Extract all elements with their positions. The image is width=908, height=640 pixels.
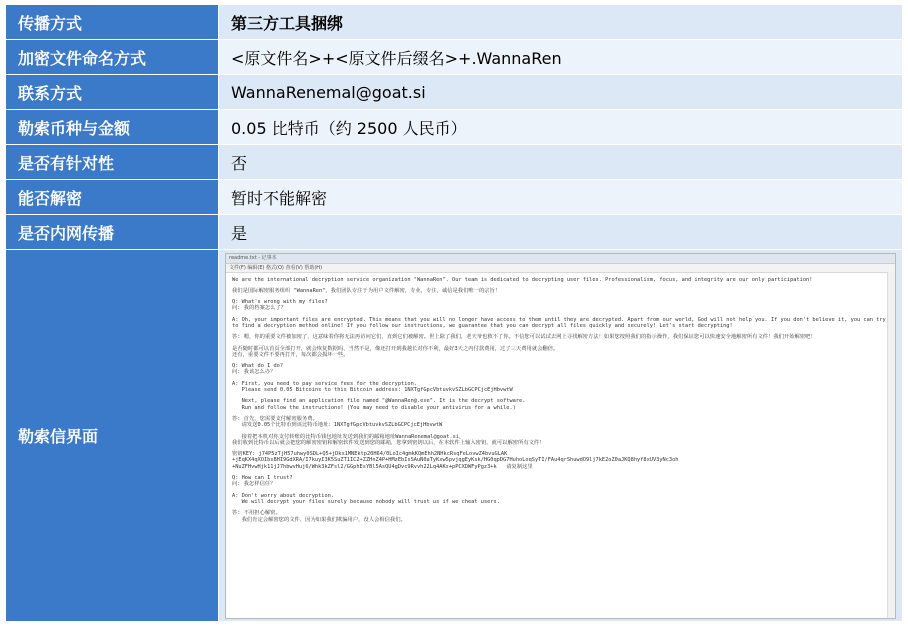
ransom-note-paragraph: 密钥KEY: j74P5zTjH57uhwy0SDL+Q5+jDkx1MNEktp20H64/0LoIc4gmkKQmEhh2NHkcRsqFeLovwZ4bvuGLAK +jEqKX4qXOIbsBHI9GdXRA/I7kuyI3K5SuZT1IC2+ZZHnZ4P+HMzEbIsSAuN0aTyKxw5pvjqgEyKsk/HG0qpDG7HuhoLoqSyTI/FAu4qrShuwdO9lj7kE2oZ0aJKQ8hyf8xUV3yNc3oh +NuZFHvwHjk11jJ7hbwvHuj6/Whk3kZFsl2/GGphEsYBl5AsQU4gDvc9Rvvh22Lq4AKs+pPCXDWFyPgz3+k 请复制这里	[232, 451, 679, 470]
value-propagation: 第三方工具捆绑	[219, 5, 903, 40]
row-ransom	[6, 110, 903, 145]
ransom-note-paragraph: We are the international decryption service organization "WannaRen". Our team is dedicated to decrypting user files. Professionalism, focus, and integrity are our only participation!	[232, 276, 813, 283]
ransom-note-paragraph: A: First, you need to pay service fees for the decryption. Please send 0.05 Bitcoins to this Bitcoin address: 1NXTgfGpcVbtuvkvSZLbGCPCjcEjHbvwtW	[232, 380, 513, 394]
notepad-title-bar: readme.txt - 记事本	[226, 254, 895, 264]
ransom-note-paragraph: 是否随时都可以首页全部打开，就会恢复数据吗，当然不是，像还打开到我越长对你不利，最好3天之内付款费用，过了三天费用就会翻倍。 还有，重要文件不要再打开，每次都会损坏一些。	[232, 345, 559, 358]
ransom-note-cell	[219, 250, 903, 622]
row-filename	[6, 40, 903, 75]
label-propagation: 传播方式	[6, 5, 219, 40]
label-ransom-note: 勒索信界面	[6, 250, 219, 622]
label-targeted: 是否有针对性	[6, 145, 219, 180]
ransom-note-paragraph: Next, please find an application file named "@WannaRen@.exe". It is the decrypt software. Run and follow the instructions! (You may need to disable your antivirus for a while.)	[241, 398, 526, 411]
row-ransom-note	[6, 250, 903, 622]
ransomware-info-table	[5, 4, 903, 622]
ransom-note-paragraph: 我们是国际解密服务组织 "WannaRen"，我们团队专注于为用户文件解密，专业，专注，诚信是我们唯一的宗旨！	[232, 287, 501, 294]
ransom-note-paragraph: A: Oh, your important files are encrypted. This means that you will no longer have access to them until they are decrypted. Apart from our world, God will not help you. If you don't believe it, you can try to find a decryption method online! If you follow our instructions, we guarantee that you can decrypt all files quickly and securely! Let's start decrypting!	[232, 316, 886, 329]
ransom-note-paragraph: 答: 首先，您需要支付解密服务费。 请发送0.05个比特币到该比特币地址：1NXTgfGpcVbtuvkvSZLbGCPCjcEjHbvwtW	[232, 415, 443, 429]
ransom-note-paragraph: Q: What's wrong with my files? 问: 我的档案怎么了？	[232, 299, 328, 312]
ransom-note-paragraph: 接着把本机对你支付转账的比特币钱包地址发送到我们的邮箱地址WannaRenemal@goat.si， 我们收到比特币以后就会把您的解密密钥和解密软件发送到您的邮箱，您拿到密钥以后，在本软件上输入密钥，就可以解密所有文件！	[232, 433, 545, 446]
value-lan-spread: 是	[219, 215, 903, 250]
notepad-scrollbar	[887, 272, 895, 618]
ransom-note-paragraph: 答: 嗯，你的重要文件被加密了，这意味着你将无法再访问它们，直到它们被解密。世上除了我们，老天爷也救不了你。不信您可以试试去网上寻找解密方法！如果您按照我们的指示操作，我们保证您可以快速安全地解密所有文件！我们开始解密吧！	[232, 334, 816, 341]
label-contact: 联系方式	[6, 75, 219, 110]
label-decryptable: 能否解密	[6, 180, 219, 215]
label-filename: 加密文件命名方式	[6, 40, 219, 75]
value-contact: WannaRenemal@goat.si	[219, 75, 903, 110]
value-targeted: 否	[219, 145, 903, 180]
ransom-note-paragraph: 答: 不用担心解密。 我们肯定会解密您的文件，因为如果我们欺骗用户，没人会相信我们。	[232, 510, 406, 523]
row-targeted	[6, 145, 903, 180]
row-contact	[6, 75, 903, 110]
row-lan-spread	[6, 215, 903, 250]
row-decryptable	[6, 180, 903, 215]
ransom-note-screenshot	[225, 253, 896, 619]
value-ransom: 0.05 比特币（约 2500 人民币）	[219, 110, 903, 145]
value-decryptable: 暂时不能解密	[219, 180, 903, 215]
ransom-note-paragraph: Q: What do I do? 问: 我该怎么办？	[232, 363, 284, 376]
ransom-note-paragraph: A: Don't worry about decryption. We will decrypt your files surely because nobody will trust us if we cheat users.	[232, 492, 500, 505]
ransom-note-text	[226, 273, 895, 532]
ransom-note-paragraph: Q: How can I trust? 问: 我怎样信任？	[232, 475, 293, 488]
notepad-menu-bar: 文件(F) 编辑(E) 格式(O) 查看(V) 帮助(H)	[226, 264, 895, 273]
value-filename: <原文件名>+<原文件后缀名>+.WannaRen	[219, 40, 903, 75]
label-lan-spread: 是否内网传播	[6, 215, 219, 250]
label-ransom: 勒索币种与金额	[6, 110, 219, 145]
row-propagation	[6, 5, 903, 40]
